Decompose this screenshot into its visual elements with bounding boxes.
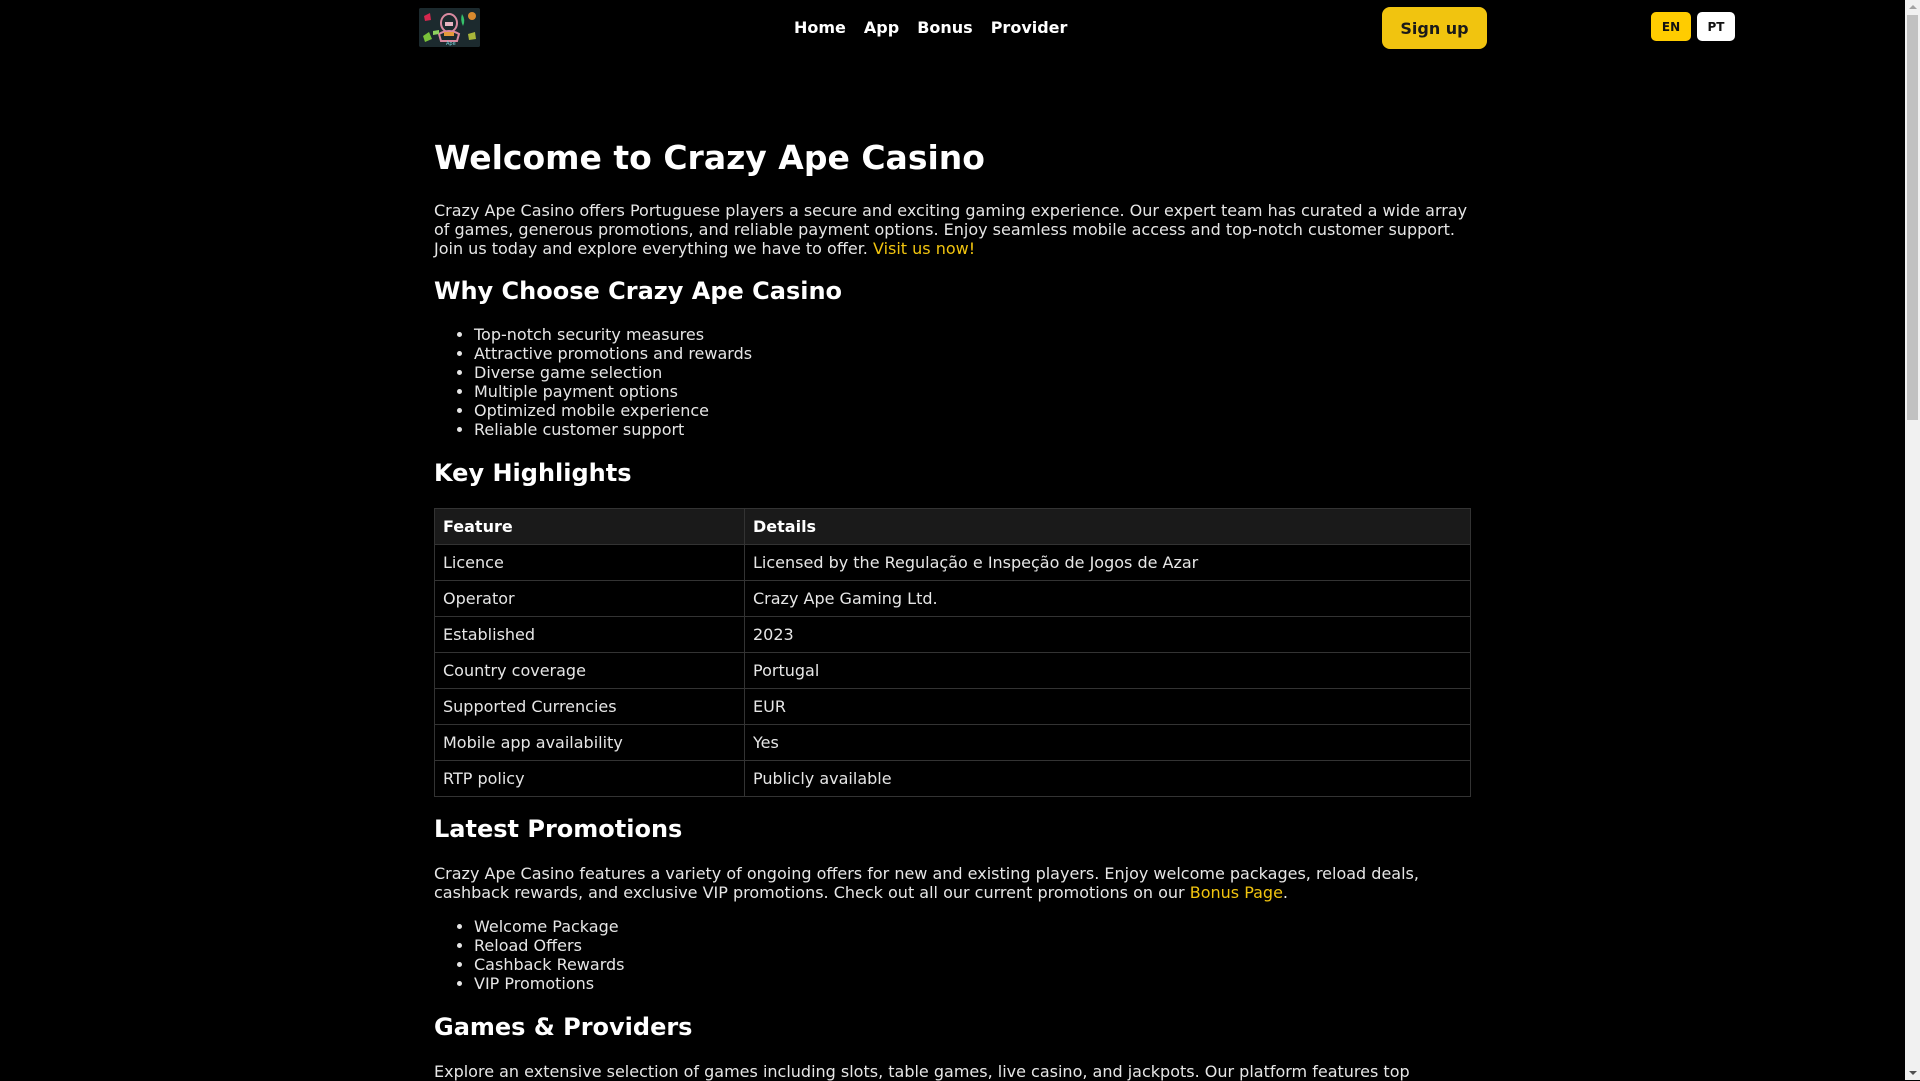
table-row — [435, 545, 1471, 581]
main-nav — [794, 17, 1067, 39]
details-cell: EUR — [745, 689, 1471, 725]
ape-logo-icon — [419, 8, 480, 47]
feature-cell: RTP policy — [435, 761, 745, 797]
promotions-list — [434, 917, 624, 993]
nav-bonus[interactable]: Bonus — [917, 18, 973, 37]
list-item: • Optimized mobile experience — [474, 401, 752, 420]
latest-promotions-heading: Latest Promotions — [434, 815, 683, 843]
column-header-details: Details — [745, 509, 1471, 545]
feature-cell: Mobile app availability — [435, 725, 745, 761]
promotions-paragraph — [434, 864, 1472, 902]
list-item: • Cashback Rewards — [474, 955, 624, 974]
promotions-text-end: . — [1282, 883, 1289, 902]
list-item: • Top-notch security measures — [474, 325, 752, 344]
language-en-button[interactable]: EN — [1651, 12, 1691, 41]
table-header-row — [435, 509, 1471, 545]
list-item: • Reliable customer support — [474, 420, 752, 439]
list-item: • Reload Offers — [474, 936, 624, 955]
site-logo[interactable] — [419, 8, 480, 47]
details-cell: Yes — [745, 725, 1471, 761]
highlights-table — [434, 508, 1471, 797]
intro-paragraph — [434, 201, 1472, 258]
table-row — [435, 581, 1471, 617]
intro-text: Crazy Ape Casino offers Portuguese players a secure and exciting gaming experience. Our expert team has curated a wide array of games, generous promotions, and reliable payment options. Enjoy seamless mobile access and top-notch customer support. Join us today and explore everything we have to offer. — [434, 201, 1468, 258]
column-header-feature: Feature — [435, 509, 745, 545]
feature-cell: Supported Currencies — [435, 689, 745, 725]
nav-home[interactable]: Home — [794, 18, 846, 37]
table-row — [435, 761, 1471, 797]
table-row — [435, 653, 1471, 689]
games-providers-heading: Games & Providers — [434, 1013, 693, 1041]
feature-cell: Established — [435, 617, 745, 653]
bonus-page-link[interactable]: Bonus Page — [1189, 883, 1283, 902]
why-choose-list — [434, 325, 752, 439]
page-scrollbar[interactable] — [1905, 0, 1920, 1080]
promotions-text: Crazy Ape Casino features a variety of ongoing offers for new and existing players. Enjoy welcome packages, reload deals, cashback rewards, and exclusive VIP promotions. Check out all our current promotions on our — [434, 864, 1419, 902]
details-cell: Publicly available — [745, 761, 1471, 797]
nav-provider[interactable]: Provider — [990, 18, 1068, 37]
details-cell: Portugal — [745, 653, 1471, 689]
language-pt-button[interactable]: PT — [1697, 12, 1735, 41]
details-cell: Crazy Ape Gaming Ltd. — [745, 581, 1471, 617]
list-item: • VIP Promotions — [474, 974, 624, 993]
details-cell: 2023 — [745, 617, 1471, 653]
sign-up-button[interactable]: Sign up — [1382, 7, 1487, 49]
table-row — [435, 725, 1471, 761]
scroll-up-arrow-icon[interactable] — [1909, 5, 1917, 9]
feature-cell: Licence — [435, 545, 745, 581]
list-item: • Diverse game selection — [474, 363, 752, 382]
scroll-down-arrow-icon[interactable] — [1909, 1071, 1917, 1075]
details-cell: Licensed by the Regulação e Inspeção de Jogos de Azar — [745, 545, 1471, 581]
games-paragraph: Explore an extensive selection of games including slots, table games, live casino, and jackpots. Our platform features top — [434, 1062, 1410, 1081]
svg-text:Ape: Ape — [446, 41, 456, 47]
page-title: Welcome to Crazy Ape Casino — [434, 138, 985, 177]
table-row — [435, 617, 1471, 653]
site-header — [0, 0, 1905, 56]
key-highlights-heading: Key Highlights — [434, 459, 632, 487]
feature-cell: Country coverage — [435, 653, 745, 689]
visit-us-link[interactable]: Visit us now! — [872, 239, 976, 258]
list-item: • Multiple payment options — [474, 382, 752, 401]
why-choose-heading: Why Choose Crazy Ape Casino — [434, 277, 843, 305]
nav-app[interactable]: App — [863, 18, 900, 37]
list-item: • Welcome Package — [474, 917, 624, 936]
feature-cell: Operator — [435, 581, 745, 617]
scrollbar-thumb[interactable] — [1907, 15, 1918, 420]
table-row — [435, 689, 1471, 725]
list-item: • Attractive promotions and rewards — [474, 344, 752, 363]
